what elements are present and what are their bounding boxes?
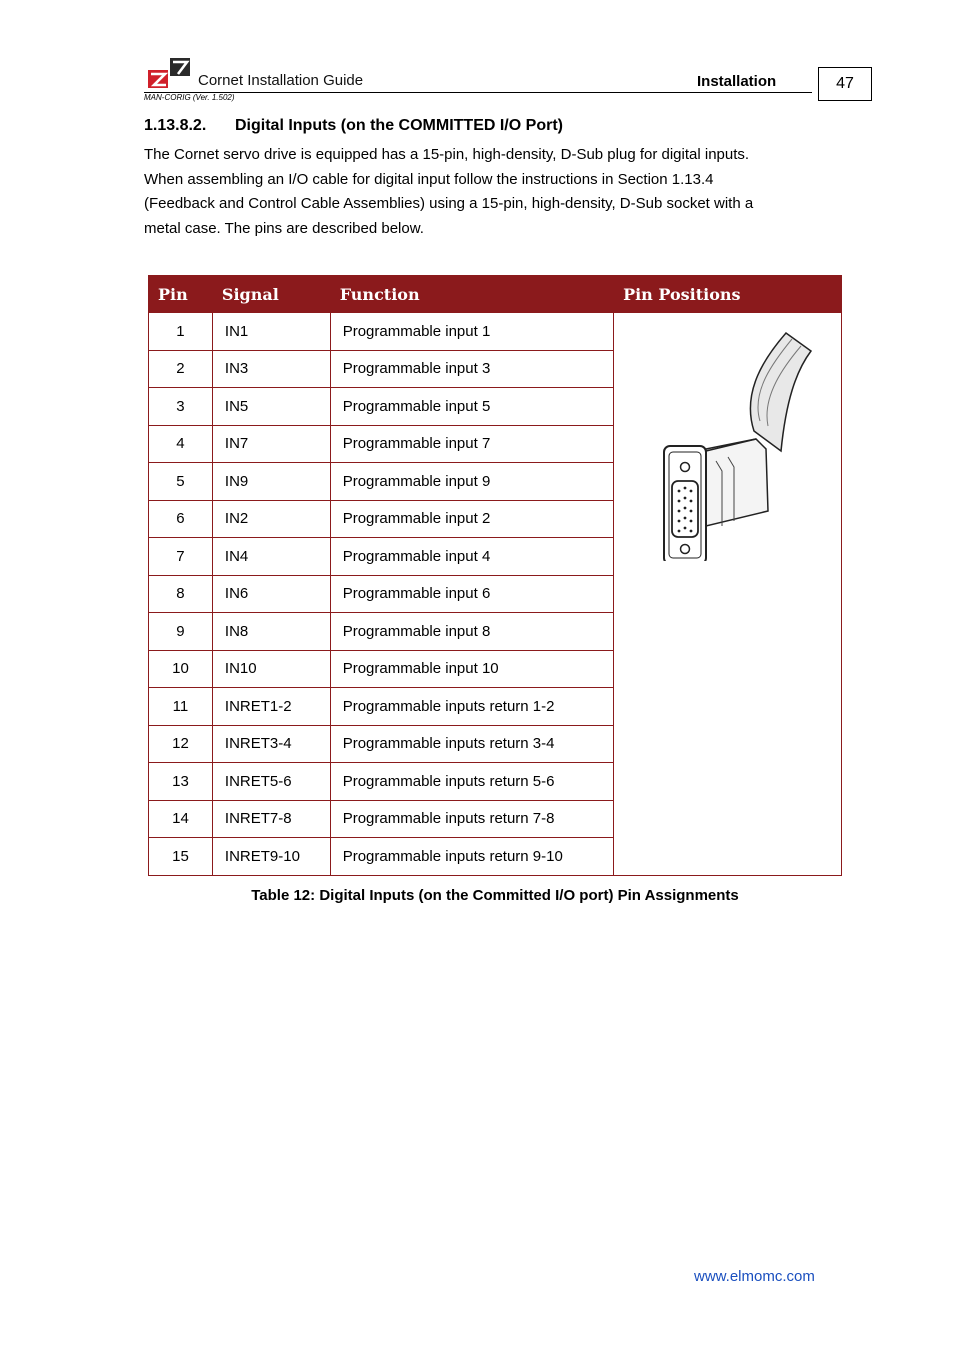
signal-cell: IN7	[212, 425, 330, 463]
signal-cell: INRET7-8	[212, 800, 330, 838]
table-body	[149, 313, 842, 876]
signal-cell: IN8	[212, 613, 330, 651]
body-paragraph	[144, 143, 824, 241]
function-cell: Programmable input 6	[330, 575, 613, 613]
signal-cell: INRET1-2	[212, 688, 330, 726]
pin-cell: 4	[149, 425, 213, 463]
signal-cell: IN6	[212, 575, 330, 613]
function-cell: Programmable input 5	[330, 388, 613, 426]
pin-cell: 10	[149, 650, 213, 688]
document-title: Cornet Installation Guide	[198, 72, 364, 89]
function-cell: Programmable input 3	[330, 350, 613, 388]
pin-cell: 5	[149, 463, 213, 501]
signal-cell: IN1	[212, 313, 330, 351]
pin-cell: 1	[149, 313, 213, 351]
body-line: metal case. The pins are described below.	[144, 219, 424, 237]
signal-cell: IN4	[212, 538, 330, 576]
header-signal: Signal	[212, 276, 330, 313]
footer-url-link[interactable]: www.elmomc.com	[694, 1268, 815, 1285]
pin-cell: 11	[149, 688, 213, 726]
function-cell: Programmable input 9	[330, 463, 613, 501]
pin-assignment-table	[148, 275, 842, 876]
signal-cell: INRET3-4	[212, 725, 330, 763]
pin-cell: 6	[149, 500, 213, 538]
signal-cell: IN5	[212, 388, 330, 426]
body-line: The Cornet servo drive is equipped has a 15-pin, high-density, D-Sub plug for digital inputs.	[144, 146, 750, 163]
function-cell: Programmable inputs return 5-6	[330, 763, 613, 801]
pin-cell: 13	[149, 763, 213, 801]
dsub-15-connector-icon	[636, 321, 816, 561]
header-pin: Pin	[149, 276, 213, 313]
signal-cell: IN2	[212, 500, 330, 538]
section-title: Digital Inputs (on the COMMITTED I/O Port)	[235, 117, 563, 134]
signal-cell: INRET9-10	[212, 838, 330, 876]
pin-cell: 7	[149, 538, 213, 576]
header-divider	[144, 92, 812, 93]
table-header-row	[149, 276, 842, 313]
function-cell: Programmable inputs return 9-10	[330, 838, 613, 876]
pin-positions-cell	[614, 313, 842, 876]
section-number: 1.13.8.2.	[144, 117, 207, 134]
function-cell: Programmable input 1	[330, 313, 613, 351]
pin-cell: 14	[149, 800, 213, 838]
pin-cell: 8	[149, 575, 213, 613]
header-pin-positions: Pin Positions	[614, 276, 842, 313]
pin-cell: 2	[149, 350, 213, 388]
function-cell: Programmable input 7	[330, 425, 613, 463]
signal-cell: IN3	[212, 350, 330, 388]
section-heading	[144, 117, 563, 135]
page-number: 47	[818, 67, 872, 101]
document-version: MAN-CORIG (Ver. 1.502)	[144, 93, 235, 102]
function-cell: Programmable inputs return 7-8	[330, 800, 613, 838]
pin-cell: 15	[149, 838, 213, 876]
signal-cell: IN10	[212, 650, 330, 688]
function-cell: Programmable input 2	[330, 500, 613, 538]
body-line: When assembling an I/O cable for digital input follow the instructions in Section 1.13.4	[144, 170, 714, 188]
function-cell: Programmable input 8	[330, 613, 613, 651]
table-caption: Table 12: Digital Inputs (on the Committed I/O port) Pin Assignments	[251, 887, 739, 904]
function-cell: Programmable input 10	[330, 650, 613, 688]
function-cell: Programmable inputs return 3-4	[330, 725, 613, 763]
signal-cell: INRET5-6	[212, 763, 330, 801]
elmo-logo-icon	[148, 58, 190, 88]
pin-cell: 9	[149, 613, 213, 651]
header-function: Function	[330, 276, 613, 313]
signal-cell: IN9	[212, 463, 330, 501]
pin-cell: 3	[149, 388, 213, 426]
header-section-name: Installation	[697, 73, 777, 90]
function-cell: Programmable input 4	[330, 538, 613, 576]
table-row	[149, 313, 842, 351]
pin-cell: 12	[149, 725, 213, 763]
function-cell: Programmable inputs return 1-2	[330, 688, 613, 726]
body-line: (Feedback and Control Cable Assemblies) using a 15-pin, high-density, D-Sub socket with a	[144, 195, 754, 212]
